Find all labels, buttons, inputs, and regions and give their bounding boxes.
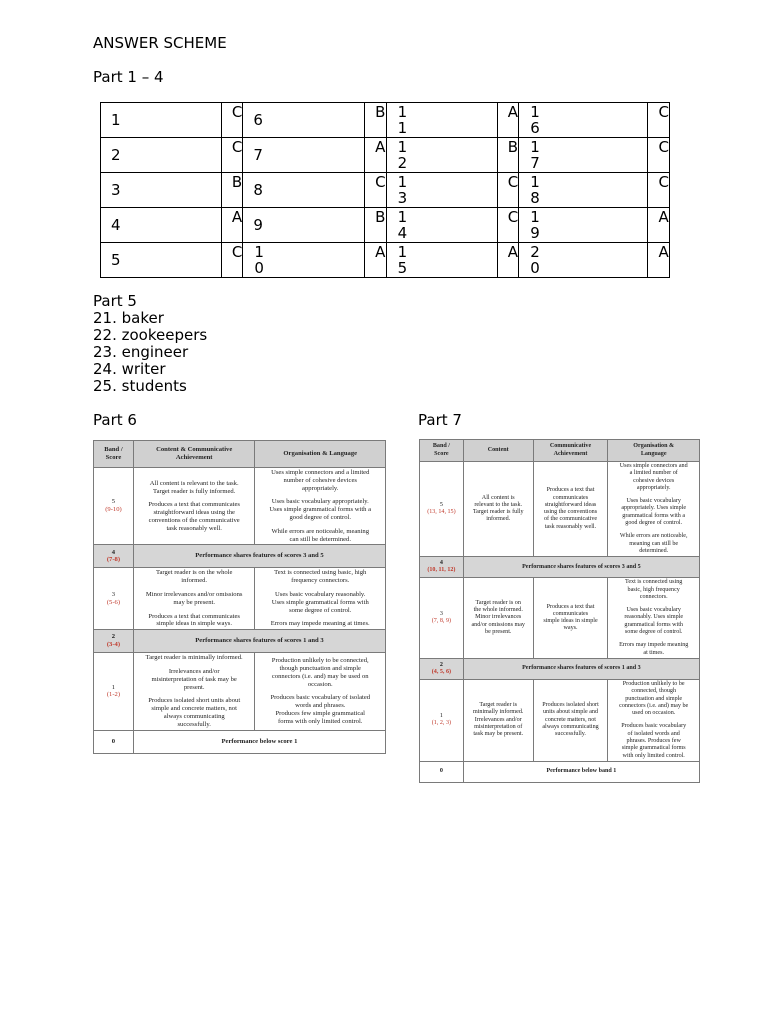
answer-letter: C — [497, 173, 518, 208]
table-row — [94, 630, 386, 653]
table-row — [94, 545, 386, 568]
column-header: Organisation & Language — [608, 440, 700, 462]
table-row — [101, 208, 670, 243]
number-digit: 7 — [530, 154, 540, 172]
number-digit: 2 — [397, 154, 408, 172]
shared-performance-cell: Performance below score 1 — [133, 730, 385, 753]
part6-rubric-table — [93, 440, 386, 754]
descriptor-cell-comm: Produces isolated short units about simple and concrete matters, not always communicating successfully. — [533, 679, 608, 761]
list-item: 24. writer — [93, 360, 166, 378]
shared-performance-cell: Performance below band 1 — [463, 761, 699, 782]
answer-letter: C — [365, 173, 386, 208]
band-score-cell: 1 (1-2) — [94, 653, 134, 730]
table-row — [94, 730, 386, 753]
page-title: ANSWER SCHEME — [93, 34, 227, 52]
number-digit: 4 — [397, 224, 408, 242]
question-number — [386, 243, 497, 278]
column-header: Band / Score — [420, 440, 464, 462]
answer-letter: C — [221, 138, 242, 173]
table-row — [420, 557, 700, 578]
list-item: 25. students — [93, 377, 187, 395]
table-row — [420, 658, 700, 679]
answer-letter: B — [221, 173, 242, 208]
rubric-header-row — [94, 441, 386, 468]
answer-letter: C — [497, 208, 518, 243]
number-digit: 1 — [397, 119, 408, 137]
descriptor-cell-org: Production unlikely to be connected, though punctuation and simple connectors (i.e. and) may be used on occasion. Produces basic vocabulary of isolated words and phrases. Produces few simple grammatical forms with only limited control. — [255, 653, 386, 730]
answer-letter: A — [497, 243, 518, 278]
list-item: 21. baker — [93, 309, 164, 327]
column-header: Organisation & Language — [255, 441, 386, 468]
answer-letter: C — [648, 173, 670, 208]
question-number — [519, 243, 648, 278]
band-score-cell: 3 (5-6) — [94, 568, 134, 630]
descriptor-cell-content: Target reader is minimally informed. Irrelevances and/or misinterpretation of task may be present. Produces isolated short units about simple and concrete matters, not always communicating successfully. — [133, 653, 255, 730]
answer-letter: C — [648, 138, 670, 173]
part7-heading: Part 7 — [418, 411, 462, 429]
descriptor-cell-content: All content is relevant to the task. Target reader is fully informed. Produces a text that communicates straightforward ideas using the conventions of the communicative task reasonably well. — [133, 468, 255, 545]
answer-letter: B — [497, 138, 518, 173]
number-digit: 1 — [254, 243, 264, 261]
number-digit: 1 — [397, 173, 408, 191]
question-number — [386, 103, 497, 138]
table-row — [101, 243, 670, 278]
question-number: 3 — [101, 173, 222, 208]
question-number — [386, 173, 497, 208]
table-row — [420, 578, 700, 659]
question-number — [243, 243, 365, 278]
number-digit: 1 — [530, 208, 540, 226]
question-number — [519, 208, 648, 243]
question-number: 6 — [243, 103, 365, 138]
answer-letter: A — [648, 243, 670, 278]
answer-letter: A — [365, 243, 386, 278]
number-digit: 9 — [530, 224, 540, 242]
answer-letter: A — [221, 208, 242, 243]
answer-letter: A — [365, 138, 386, 173]
table-row — [420, 679, 700, 761]
question-number — [386, 208, 497, 243]
table-row — [101, 138, 670, 173]
number-digit: 1 — [397, 103, 408, 121]
shared-performance-cell: Performance shares features of scores 3 and 5 — [133, 545, 385, 568]
band-score-cell: 4 (7-8) — [94, 545, 134, 568]
question-number: 7 — [243, 138, 365, 173]
band-score-cell: 2 (3-4) — [94, 630, 134, 653]
band-score-cell: 4 (10, 11, 12) — [420, 557, 464, 578]
answer-letter: C — [221, 243, 242, 278]
column-header: Content — [463, 440, 533, 462]
answer-letter: B — [365, 103, 386, 138]
question-number — [386, 138, 497, 173]
answer-grid — [100, 102, 670, 278]
number-digit: 5 — [397, 259, 408, 277]
table-row — [94, 468, 386, 545]
number-digit: 1 — [530, 103, 540, 121]
part5-heading: Part 5 — [93, 292, 137, 310]
question-number — [519, 138, 648, 173]
descriptor-cell-content: Target reader is on the whole informed. Minor irrelevances and/or omissions may be present. Produces a text that communicates simple ideas in simple ways. — [133, 568, 255, 630]
descriptor-cell-content: Target reader is minimally informed. Irrelevances and/or misinterpretation of task may be present. — [463, 679, 533, 761]
number-digit: 8 — [530, 189, 540, 207]
number-digit: 2 — [530, 243, 540, 261]
band-score-cell: 1 (1, 2, 3) — [420, 679, 464, 761]
number-digit: 1 — [397, 138, 408, 156]
band-score-cell: 0 — [94, 730, 134, 753]
answer-letter: B — [365, 208, 386, 243]
band-score-cell: 0 — [420, 761, 464, 782]
answer-letter: C — [648, 103, 670, 138]
column-header: Content & Communicative Achievement — [133, 441, 255, 468]
question-number: 2 — [101, 138, 222, 173]
part14-heading: Part 1 – 4 — [93, 68, 164, 86]
descriptor-cell-org: Production unlikely to be connected, though punctuation and simple connectors (i.e. and) may be used on occasion. Produces basic vocabulary of isolated words and phrases. Produces few simple grammatical forms with only limited control. — [608, 679, 700, 761]
question-number: 5 — [101, 243, 222, 278]
answer-letter: C — [221, 103, 242, 138]
table-row — [420, 761, 700, 782]
column-header: Communicative Achievement — [533, 440, 608, 462]
descriptor-cell-content: Target reader is on the whole informed. Minor irrelevances and/or omissions may be present. — [463, 578, 533, 659]
descriptor-cell-org: Text is connected using basic, high frequency connectors. Uses basic vocabulary reasonably. Uses simple grammatical forms with some degree of control. Errors may impede meaning at times. — [255, 568, 386, 630]
number-digit: 0 — [254, 259, 264, 277]
number-digit: 3 — [397, 189, 408, 207]
table-row — [101, 103, 670, 138]
descriptor-cell-comm: Produces a text that communicates straightforward ideas using the conventions of the communicative task reasonably well. — [533, 462, 608, 557]
descriptor-cell-org: Uses simple connectors and a limited number of cohesive devices appropriately. Uses basic vocabulary appropriately. Uses simple grammatical forms with a good degree of control. While errors are noticeable, meaning can still be determined. — [255, 468, 386, 545]
part7-rubric-table — [419, 439, 700, 783]
list-item: 22. zookeepers — [93, 326, 208, 344]
question-number — [519, 173, 648, 208]
band-score-cell: 3 (7, 8, 9) — [420, 578, 464, 659]
number-digit: 6 — [530, 119, 540, 137]
question-number: 8 — [243, 173, 365, 208]
shared-performance-cell: Performance shares features of scores 1 and 3 — [463, 658, 699, 679]
answer-letter: A — [648, 208, 670, 243]
question-number — [519, 103, 648, 138]
table-row — [420, 462, 700, 557]
band-score-cell: 2 (4, 5, 6) — [420, 658, 464, 679]
shared-performance-cell: Performance shares features of scores 1 and 3 — [133, 630, 385, 653]
list-item: 23. engineer — [93, 343, 189, 361]
table-row — [94, 653, 386, 730]
table-row — [101, 173, 670, 208]
band-score-cell: 5 (9-10) — [94, 468, 134, 545]
descriptor-cell-org: Uses simple connectors and a limited number of cohesive devices appropriately. Uses basic vocabulary appropriately. Uses simple grammatical forms with a good degree of control. While errors are noticeable, meaning can still be determined. — [608, 462, 700, 557]
rubric-header-row — [420, 440, 700, 462]
column-header: Band / Score — [94, 441, 134, 468]
descriptor-cell-comm: Produces a text that communicates simple ideas in simple ways. — [533, 578, 608, 659]
number-digit: 1 — [397, 208, 408, 226]
band-score-cell: 5 (13, 14, 15) — [420, 462, 464, 557]
number-digit: 1 — [530, 173, 540, 191]
descriptor-cell-org: Text is connected using basic, high frequency connectors. Uses basic vocabulary reasonably. Uses simple grammatical forms with some degree of control. Errors may impede meaning at times. — [608, 578, 700, 659]
number-digit: 1 — [397, 243, 408, 261]
answer-letter: A — [497, 103, 518, 138]
number-digit: 0 — [530, 259, 540, 277]
part6-heading: Part 6 — [93, 411, 137, 429]
part5-list — [93, 310, 207, 395]
question-number: 9 — [243, 208, 365, 243]
question-number: 1 — [101, 103, 222, 138]
descriptor-cell-content: All content is relevant to the task. Target reader is fully informed. — [463, 462, 533, 557]
number-digit: 1 — [530, 138, 540, 156]
question-number: 4 — [101, 208, 222, 243]
table-row — [94, 568, 386, 630]
shared-performance-cell: Performance shares features of scores 3 and 5 — [463, 557, 699, 578]
